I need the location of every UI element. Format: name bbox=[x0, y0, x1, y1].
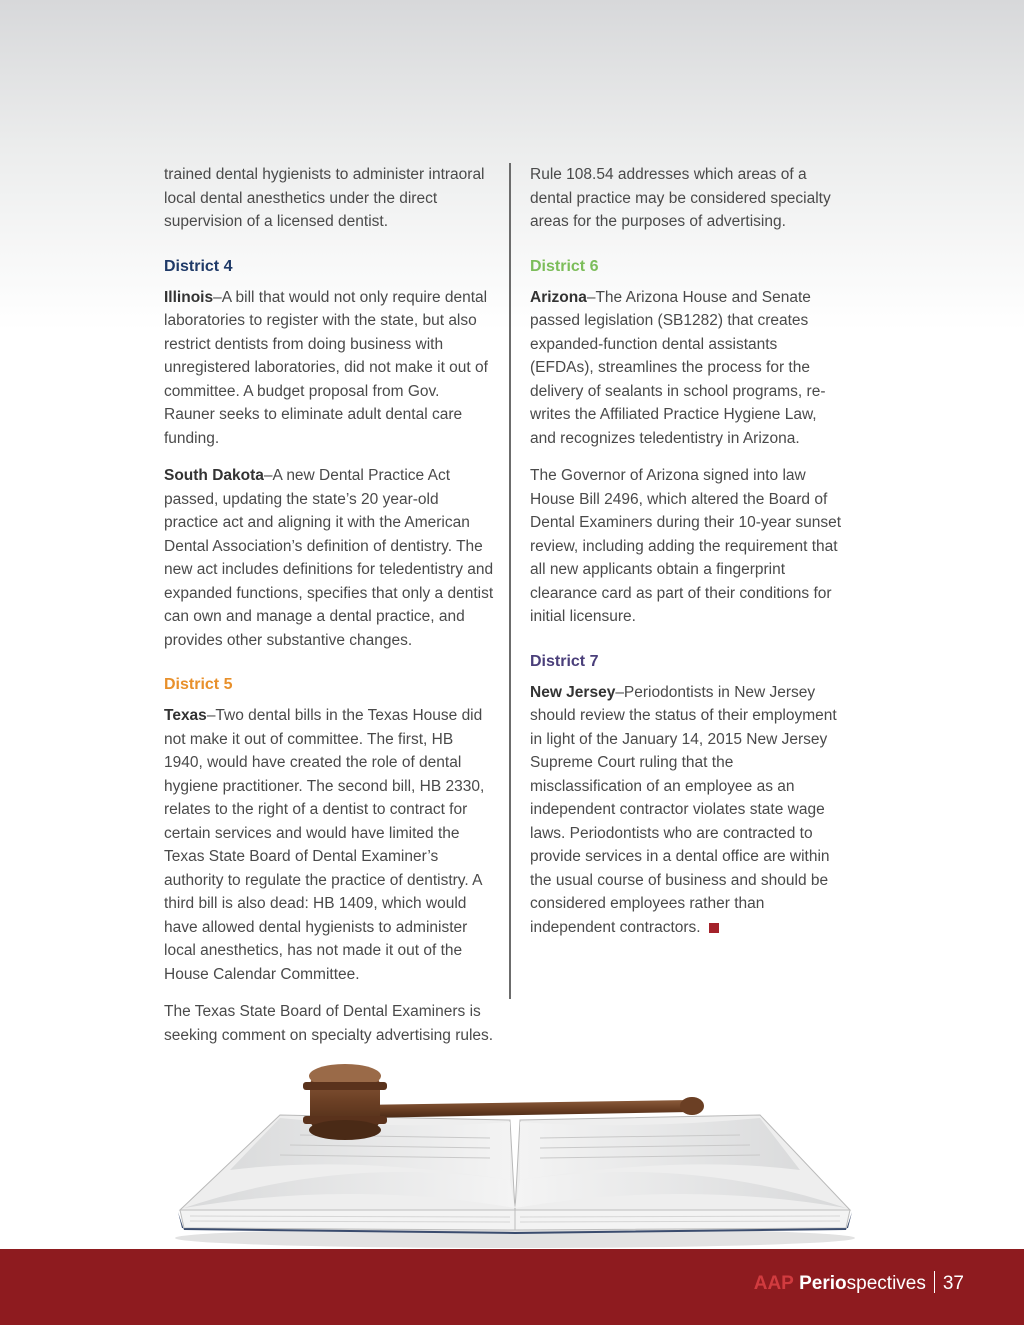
arizona-followup-paragraph: The Governor of Arizona signed into law House Bill 2496, which altered the Board of Dental Examiners during their 10-year sunset review, including adding the requirement that all new applicants obtain a fingerprint clearance card as part of their conditions for initial licensure. bbox=[530, 467, 842, 625]
district-5-heading: District 5 bbox=[164, 676, 233, 693]
district-4-heading: District 4 bbox=[164, 257, 233, 275]
right-column bbox=[530, 163, 845, 953]
gavel-on-open-book-icon bbox=[170, 1060, 860, 1250]
south-dakota-label: South Dakota bbox=[164, 467, 264, 484]
texas-label: Texas bbox=[164, 707, 207, 724]
right-intro-paragraph: Rule 108.54 addresses which areas of a dental practice may be considered specialty areas for the purposes of advertising. bbox=[530, 166, 831, 230]
district-7-heading: District 7 bbox=[530, 652, 599, 670]
texas-followup-paragraph: The Texas State Board of Dental Examiners is seeking comment on specialty advertising rules. bbox=[164, 1003, 494, 1044]
column-divider bbox=[509, 163, 511, 999]
south-dakota-paragraph bbox=[164, 464, 494, 652]
brand-perio: Perio bbox=[799, 1273, 847, 1294]
south-dakota-text: –A new Dental Practice Act passed, updating the state’s 20 year-old practice act and aligning it with the American Dental Association’s definition of dentistry. The new act includes definitions for teledentistry and expanded functions, specifies that only a dentist can own and manage a dental practice, and provides other substantive changes. bbox=[164, 467, 494, 649]
arizona-label: Arizona bbox=[530, 288, 587, 306]
new-jersey-label: New Jersey bbox=[530, 683, 616, 701]
illinois-paragraph bbox=[164, 286, 494, 451]
illinois-label: Illinois bbox=[164, 288, 214, 306]
page-footer bbox=[0, 1249, 1024, 1325]
left-column bbox=[164, 163, 494, 1061]
arizona-text: –The Arizona House and Senate passed legislation (SB1282) that creates expanded-function dental assistants (EFDAs), streamlines the process for the delivery of sealants in school programs, re-writes the Affiliated Practice Hygiene Law, and recognizes teledentistry in Arizona. bbox=[530, 288, 826, 447]
district-6-heading: District 6 bbox=[530, 257, 599, 275]
publication-brand bbox=[754, 1271, 964, 1295]
texas-text: –Two dental bills in the Texas House did not make it out of committee. The first, HB 1940, would have created the role of dental hygiene practitioner. The second bill, HB 2330, relates to the right of a dentist to contract for certain services and would have limited the Texas State Board of Dental Examiner’s authority to regulate the practice of dentistry. A third bill is also dead: HB 1409, which would have allowed dental hygienists to administer local anesthetics, has not made it out of the House Calendar Committee. bbox=[164, 707, 485, 983]
brand-separator bbox=[934, 1271, 935, 1293]
end-of-article-mark bbox=[709, 923, 719, 933]
page-number: 37 bbox=[942, 1273, 964, 1294]
new-jersey-text: –Periodontists in New Jersey should review the status of their employment in light of the January 14, 2015 New Jersey Supreme Court ruling that the misclassification of an employee as an independent contractor violates state wage laws. Periodontists who are contracted to provide services in a dental office are within the usual course of business and should be considered employees rather than independent contractors. bbox=[530, 683, 837, 936]
illinois-text: –A bill that would not only require dental laboratories to register with the state, but also restrict dentists from doing business with unregistered laboratories, did not make it out of committee. A budget proposal from Gov. Rauner seeks to eliminate adult dental care funding. bbox=[164, 288, 488, 447]
brand-spectives: spectives bbox=[846, 1273, 926, 1294]
arizona-paragraph bbox=[530, 286, 845, 451]
brand-aap: AAP bbox=[753, 1273, 794, 1294]
texas-paragraph bbox=[164, 704, 494, 986]
new-jersey-paragraph bbox=[530, 681, 845, 940]
left-intro-paragraph: trained dental hygienists to administer intraoral local dental anesthetics under the direct supervision of a licensed dentist. bbox=[164, 166, 485, 230]
